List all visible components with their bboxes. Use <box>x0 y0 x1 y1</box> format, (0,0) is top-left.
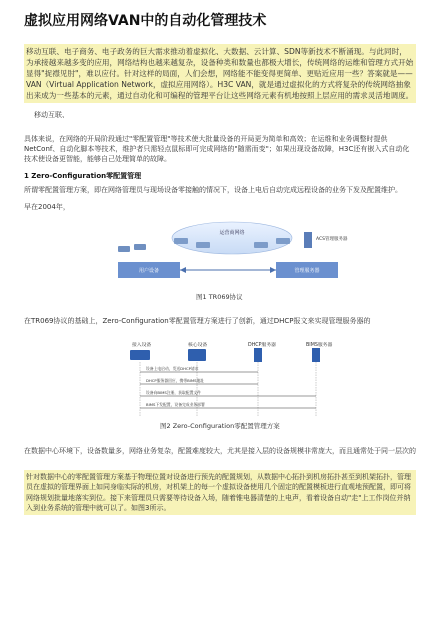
tr069-paragraph: 在TR069协议的基础上，Zero-Configuration零配置管理方案进行了创新，通过DHCP报文来实现管理服务器的 <box>24 317 371 325</box>
datacenter-paragraph: 在数据中心环境下，设备数量多，网络业务复杂，配置难度较大，尤其是接入层的设备规模非常庞大，而且通常处于同一层次的 <box>24 447 416 455</box>
page-title: 虚拟应用网络VAN中的自动化管理技术 <box>24 13 267 29</box>
access-device-icon <box>130 350 150 360</box>
message-3-label: 设备向BIMS注册，获取配置文件 <box>146 390 201 395</box>
arrow-head-right <box>270 267 276 273</box>
bims-server-icon <box>312 348 320 362</box>
message-4-label: BIMS下发配置，设备完成业务部署 <box>146 402 205 407</box>
section-heading: 1 Zero-Configuration零配置管理 <box>24 172 142 180</box>
col-dhcp-label: DHCP服务器 <box>248 343 276 348</box>
figure1-caption: 图1 TR069协议 <box>196 293 243 301</box>
message-2-label: DHCP服务器回应，携带BIMS地址 <box>146 378 205 383</box>
message-1-label: 设备上电启动，发送DHCP请求 <box>146 366 199 371</box>
col-bims-label: BIMS服务器 <box>306 343 333 348</box>
intro-paragraph: 移动互联、电子商务、电子政务的巨大需求推动着虚拟化、大数据、云计算、SDN等新技术不断涌现。与此同时，为承接越来越多变的应用，网络结构也越来越复杂，设备种类和数量也都极大增长，传统网络的运维和管理方式开始显得"捉襟见肘"，难以应付。针对这样的局面，人们会想，网络能不能变得更简单、更贴近应用一些？答案就是——VAN（Virtual Application Network，虚拟应用网络）。H3C VAN，就是通过虚拟化的方式将复杂的传统网络抽象出来成为一些基本的元素，通过自动化和可编程的管理平台让这些网络元素有机地按照上层应用的需求灵活地调度。 <box>24 44 416 103</box>
detail-paragraph: 具体来说，在网络的开局阶段通过"零配置管理"等技术使大批量设备的开局更为简单和高效；在运维和业务调整时提供NetConf、自动化脚本等技术，维护者只需轻点鼠标即可完成网络的"随需而变"；如果出现设备故障，H3C还有嵌入式自动化技术使设备更智能，能够自己处理简单的故障。 <box>24 135 410 163</box>
final-paragraph: 针对数据中心的零配置管理方案基于物理位置对设备进行预先的配置规划，从数据中心拓扑到机房拓扑甚至到机架拓扑，管理员在虚拟的管理界面上如同身临实际的机房，对机架上的每一个虚拟设备使用几个固定的配置模板进行直观地预配置，即可将网络规划批量地落实到位。接下来管理员只需要等待设备入场，随着锥电器清楚的上电声，看着设备自动"走"上工作岗位并纳入到业务系统的管理中就可以了。如图3所示。 <box>24 470 416 515</box>
zero-config-paragraph: 所谓零配置管理方案，即在网络管理员与现场设备零接触的情况下，设备上电后自动完成远程设备的业务下发及配置维护。 <box>24 186 402 194</box>
carrier-label: 运营商网络 <box>219 230 245 236</box>
early-paragraph: 早在2004年， <box>24 203 70 211</box>
device-icon-5 <box>118 246 130 252</box>
col-access-label: 接入设备 <box>132 343 152 348</box>
server-icon <box>304 232 312 248</box>
dhcp-server-icon <box>254 348 262 362</box>
core-device-icon <box>188 349 206 361</box>
figure2-caption: 图2 Zero-Configuration零配置管理方案 <box>160 422 280 430</box>
device-icon-2 <box>196 242 210 248</box>
device-icon-1 <box>174 238 188 244</box>
acs-label: ACS管理服务器 <box>316 237 348 242</box>
tag-line: 移动互联、 <box>34 111 69 119</box>
col-core-label: 核心设备 <box>188 343 208 348</box>
device-icon-6 <box>134 244 146 250</box>
user-device-label: 用户设备 <box>138 268 160 274</box>
device-icon-3 <box>254 242 268 248</box>
management-server-label: 管理服务器 <box>294 268 320 274</box>
carrier-cloud <box>172 222 292 254</box>
arrow-head-left <box>180 267 186 273</box>
device-icon-4 <box>276 238 290 244</box>
figure-zero-config <box>116 338 344 418</box>
figure-tr069 <box>104 218 352 288</box>
